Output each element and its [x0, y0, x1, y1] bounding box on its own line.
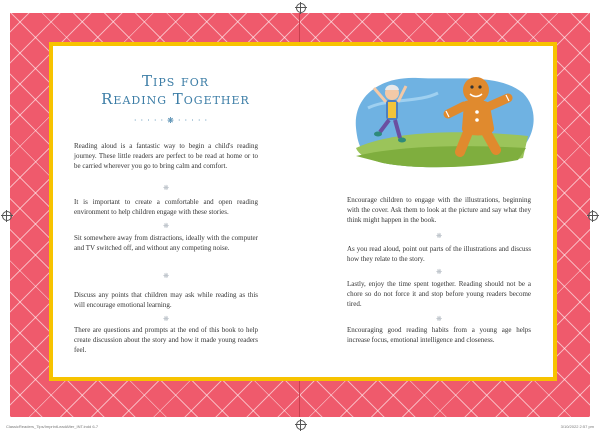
- footer-file-name: ClassicReaders_Tips/ImprintLeadAfter_INT.indd 6-7: [6, 424, 99, 429]
- footer-timestamp: 3/10/2022 2:57 pm: [560, 424, 594, 429]
- page-title-line-1: Tips for: [142, 72, 209, 90]
- tip-paragraph: Encouraging good reading habits from a young age helps increase focus, emotional intelligence and closeness.: [347, 326, 531, 344]
- separator-star-icon: ❋: [436, 232, 442, 240]
- tip-paragraph: There are questions and prompts at the end of this book to help create discussion about the story and how it made young readers feel.: [74, 326, 258, 354]
- separator-star-icon: ❋: [163, 184, 169, 192]
- content-page: [53, 46, 553, 377]
- tip-paragraph: It is important to create a comfortable and open reading environment to help children engage with these stories.: [74, 198, 258, 216]
- separator-star-icon: ❋: [163, 272, 169, 280]
- separator-star-icon: ❋: [163, 222, 169, 230]
- registration-mark-icon: [296, 3, 306, 13]
- tip-paragraph: Discuss any points that children may ask while reading as this will encourage emotional learning.: [74, 291, 258, 309]
- separator-star-icon: ❋: [436, 268, 442, 276]
- registration-mark-icon: [588, 211, 598, 221]
- tip-paragraph: Lastly, enjoy the time spent together. Reading should not be a chore so do not force it and stop before young readers become tired.: [347, 280, 531, 308]
- separator-star-icon: ❋: [436, 315, 442, 323]
- tip-paragraph: Encourage children to engage with the illustrations, beginning with the cover. Ask them to look at the picture and say what they think might happen in the book.: [347, 196, 531, 224]
- tip-paragraph: Reading aloud is a fantastic way to begin a child's reading journey. These little readers are perfect to be read at home or to be carried wherever you go to bring calm and comfort.: [74, 142, 258, 170]
- tip-paragraph: Sit somewhere away from distractions, ideally with the computer and TV switched off, and without any competing noise.: [74, 234, 258, 252]
- tip-paragraph: As you read aloud, point out parts of the illustrations and discuss how they relate to the story.: [347, 245, 531, 263]
- registration-mark-icon: [2, 211, 12, 221]
- page-title-line-2: Reading Together: [101, 90, 250, 108]
- illustration-old-man-and-gingerbread-man: [348, 68, 538, 173]
- registration-mark-icon: [296, 420, 306, 430]
- title-divider-ornament: · · · · · ❋ · · · · ·: [133, 116, 209, 125]
- separator-star-icon: ❋: [163, 315, 169, 323]
